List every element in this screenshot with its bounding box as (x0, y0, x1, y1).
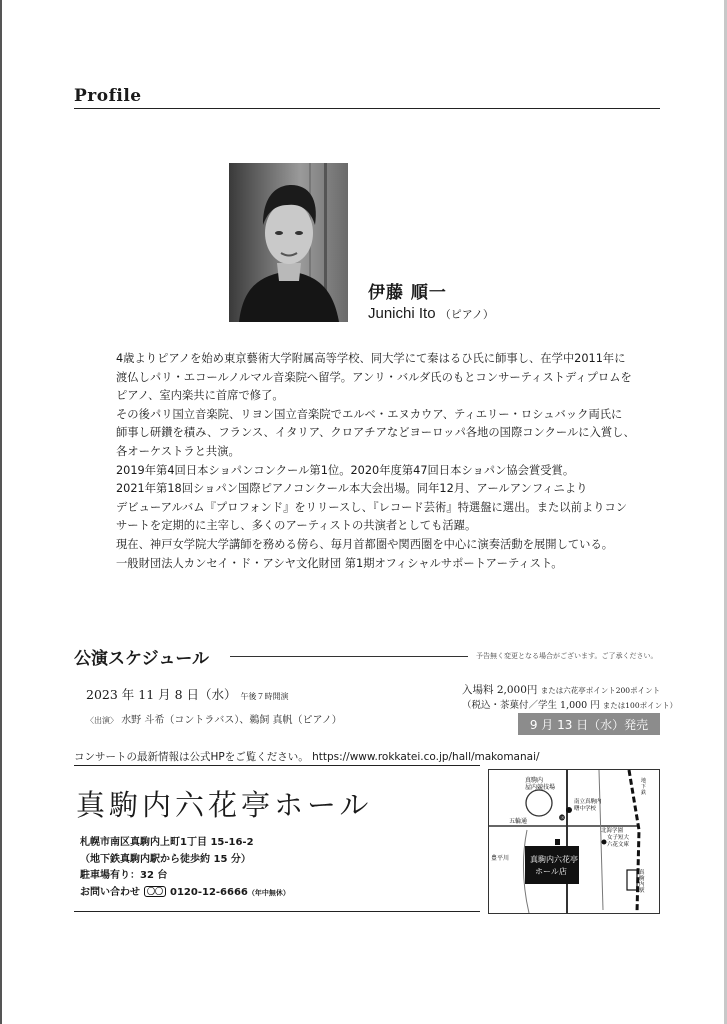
artist-name-japanese: 伊藤 順一 (368, 283, 447, 303)
sale-date-badge: 9 月 13 日（水）発売 (518, 713, 660, 735)
contact-label: お問い合わせ (80, 886, 140, 898)
venue-access: （地下鉄真駒内駅から徒歩約 15 分） (80, 853, 251, 865)
artist-photo (229, 163, 348, 322)
bio-line: 現在、神戸女学院大学講師を務める傍ら、毎月首都圏や関西圏を中心に演奏活動を展開している。 (116, 537, 614, 551)
bio-line: 2019年第4回日本ショパンコンクール第1位。2020年度第47回日本ショパン協会賞受賞。 (116, 463, 575, 477)
map-subway-line (629, 770, 639, 913)
map-label-girls-school: 北海学園女子短大六花文庫 (601, 828, 630, 848)
freedial-icon: 〇〇 (144, 886, 166, 897)
schedule-notice: 予告無く変更となる場合がございます。ご了承ください。 (476, 652, 658, 660)
venue-map (488, 769, 660, 914)
map-label-highway: ⓲ (559, 815, 566, 822)
bio-line: その後パリ国立音楽院、リヨン国立音楽院でエルベ・エヌカウア、ティエリー・ロシュバック両氏に (116, 407, 623, 421)
bio-line: 各オーケストラと共演。 (116, 444, 240, 458)
bio-line: 渡仏しパリ・エコールノルマル音楽院へ留学。アンリ・バルダ氏のもとコンサーティストディプロムを (116, 370, 632, 384)
map-stadium-marker (526, 790, 552, 816)
venue-address-block (80, 835, 290, 901)
map-label-river: 豊平川 (491, 855, 510, 862)
schedule-heading: 公演スケジュール (74, 649, 209, 669)
venue-parking: 駐車場有り：32 台 (80, 870, 168, 881)
profile-heading: Profile (74, 86, 142, 106)
footer-rule (74, 911, 480, 912)
profile-divider (74, 108, 660, 109)
map-label-subway: 真駒内駅 (639, 870, 645, 894)
student-price-amount: （税込・茶菓付／学生 1,000 円 (462, 700, 600, 711)
bio-line: サートを定期的に主宰し、多くのアーティストの共演者としても活躍。 (116, 519, 477, 533)
student-price (462, 697, 677, 711)
map-label-crossing: 五輪通 (509, 818, 528, 825)
contact-phone: 0120-12-6666 (170, 886, 248, 898)
performers-label: 〈出演〉 (86, 716, 118, 725)
map-label-line: 地下鉄 (641, 778, 647, 796)
admission-price (462, 682, 660, 697)
map-hall-box (525, 846, 579, 884)
hall-logo: 真駒内六花亭ホール (76, 788, 373, 822)
venue-address: 札幌市南区真駒内上町1丁目 15-16-2 (80, 837, 254, 848)
bio-line: 師事し研鑽を積み、フランス、イタリア、クロアチアなどヨーロッパ各地の国際コンクールに入賞し、 (116, 426, 635, 440)
bio-line: ピアノ、室内楽共に首席で修了。 (116, 389, 284, 403)
concert-start-time: 午後７時開演 (240, 692, 289, 701)
schedule-rule (230, 656, 468, 657)
map-hall-pin (555, 839, 560, 845)
venue-divider (74, 765, 480, 766)
map-stream (599, 770, 603, 910)
bio-line: 2021年第18回ショパン国際ピアノコンクール本大会出場。同年12月、アールアンフィニより (116, 482, 588, 496)
bio-line: 一般財団法人カンセイ・ド・アシヤ文化財団 第1期オフィシャルサポートアーティスト。 (116, 556, 563, 570)
student-points: または100ポイント） (602, 701, 678, 710)
official-site-info: コンサートの最新情報は公式HPをご覧ください。 https://www.rokkatei.co.jp/hall/makomanai/ (74, 751, 540, 763)
map-station-marker (627, 870, 637, 890)
map-label-park: 真駒内屋内競技場 (525, 777, 556, 791)
bio-line: 4歳よりピアノを始め東京藝術大学附属高等学校、同大学にて秦はるひ氏に師事し、在学中2011年に (116, 352, 626, 365)
concert-date (86, 685, 289, 703)
venue-contact (80, 885, 290, 902)
artist-name-latin: Junichi Ito (368, 305, 436, 322)
admission-price-amount: 入場料 2,000円 (462, 684, 538, 696)
admission-points: または六花亭ポイント200ポイント (540, 686, 661, 695)
bio-line: デビューアルバム『プロフォンド』をリリースし、『レコード芸術』特選盤に選出。また以前よりコン (116, 500, 628, 514)
map-label-hall: 真駒内六花亭ホール店 (530, 855, 578, 876)
map-college-marker (602, 840, 607, 845)
map-school-marker (566, 807, 572, 813)
contact-hours: （年中無休） (247, 888, 290, 897)
artist-name-english (368, 305, 494, 322)
concert-date-text: 2023 年 11 月 8 日（水） (86, 687, 237, 702)
artist-biography (116, 350, 635, 573)
artist-role: （ピアノ） (439, 309, 494, 321)
map-label-school: 南立真駒内曙中学校 (574, 799, 602, 812)
performers (86, 711, 342, 726)
performers-names: 水野 斗希（コントラバス）、鵜飼 真帆（ピアノ） (121, 715, 342, 726)
page-edge-left (0, 0, 2, 1024)
